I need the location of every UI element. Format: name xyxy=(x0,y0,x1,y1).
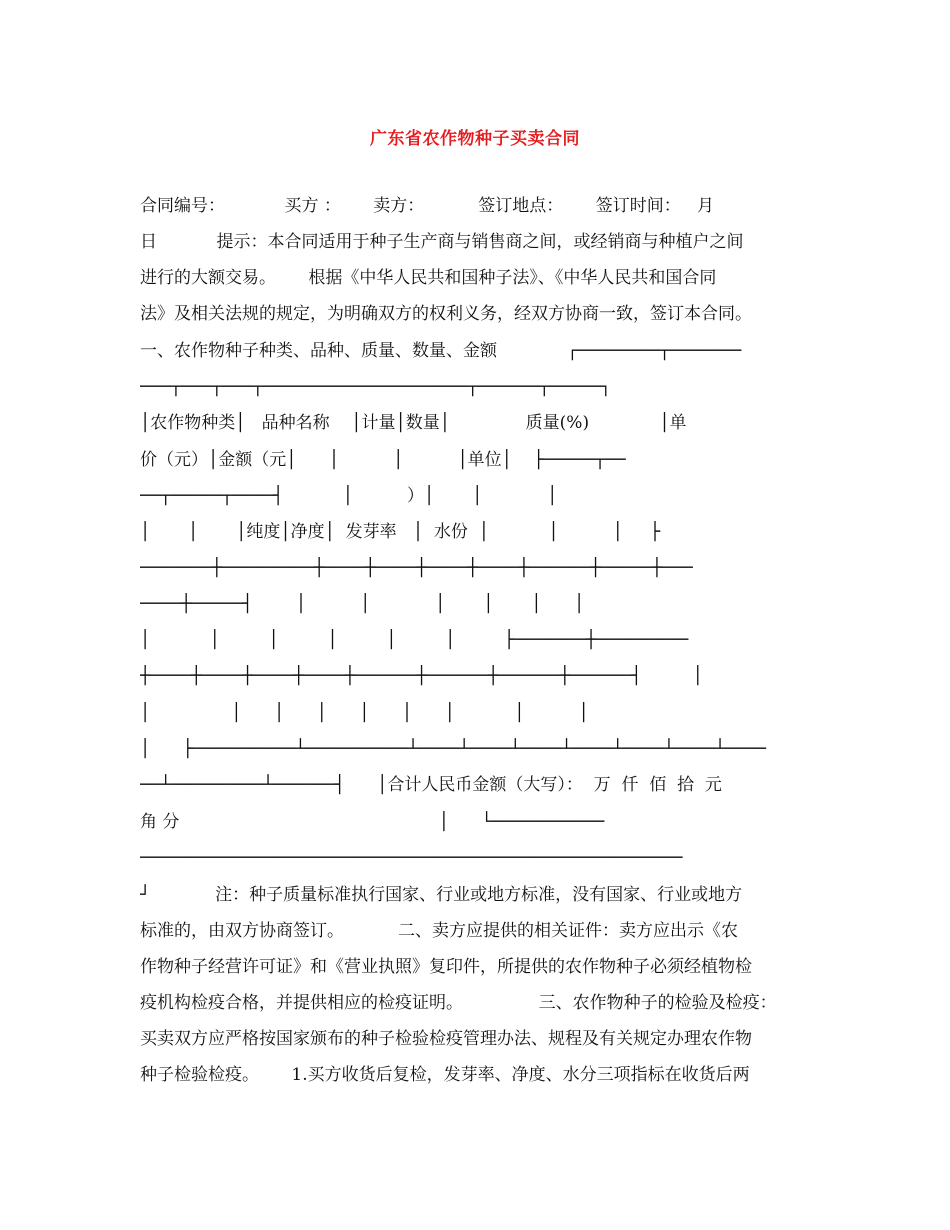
table-border-line: ───┬───┬───┬────────────────────┬──────┬─────┐ xyxy=(140,377,611,397)
table-border-line: ───────┼─────────┼────┼────┼────┼────┼──────┼─────┼─── xyxy=(140,558,693,578)
table-border-line: ───────────────────────────────────────────────────── xyxy=(140,848,683,868)
table-border-line: ┼────┼────┼────┼────┼──────┼──────┼──────┼──────┤ │ xyxy=(140,666,703,686)
document-title: 广东省农作物种子买卖合同 xyxy=(370,129,580,149)
text-line: 买卖双方应严格按国家颁布的种子检验检疫管理办法、规程及有关规定办理农作物 xyxy=(140,1029,752,1049)
text-line: 合同编号： 买方 ： 卖方： 签订地点： 签订时间： 月 xyxy=(140,196,714,216)
table-row-line: │ │ │ │ │ │ │ │ │ xyxy=(140,703,589,723)
text-line: ┘ 注：种子质量标准执行国家、行业或地方标准，没有国家、行业或地方 xyxy=(140,885,743,905)
table-row-line: │ │ │ │ │ │ ├───────┼───────── xyxy=(140,630,689,650)
text-line: 法》及相关法规的规定，为明确双方的权利义务，经双方协商一致，签订本合同。 xyxy=(140,304,752,324)
table-row-line: │ ├──────────┴──────────┴────┴────┴────┴────┴────┴────┴──── xyxy=(140,739,767,759)
table-total-line: 角 分 │ └─────────── xyxy=(140,812,605,832)
table-header-line: │ │ │纯度│净度│ 发芽率 │ 水份 │ │ │ ├ xyxy=(140,522,661,542)
table-header-line: │农作物种类│ 品种名称 │计量│数量│ 质量(%) │单 xyxy=(140,413,687,433)
text-line: 日 提示：本合同适用于种子生产商与销售商之间，或经销商与种植户之间 xyxy=(140,232,744,252)
text-line: 疫机构检疫合格，并提供相应的检疫证明。 三、农作物种子的检验及检疫： xyxy=(140,993,777,1013)
table-row-line: ────┼─────┤ │ │ │ │ │ │ xyxy=(140,594,585,614)
table-header-line: 价（元）│金额（元│ │ │ │单位│ ├─────┬── xyxy=(140,450,626,470)
text-line: 进行的大额交易。 根据《中华人民共和国种子法》、《中华人民共和国合同 xyxy=(140,268,717,288)
table-total-line: ──┴─────────┴──────┤ │合计人民币金额（大写）： 万 仟 佰 拾 元 xyxy=(140,775,722,795)
text-line: 种子检验检疫。 1.买方收货后复检，发芽率、净度、水分三项指标在收货后两 xyxy=(140,1065,750,1085)
text-line: 一、农作物种子种类、品种、质量、数量、金额 ┌────────┬─────── xyxy=(140,341,742,361)
text-line: 标准的，由双方协商签订。 二、卖方应提供的相关证件：卖方应出示《农 xyxy=(140,921,739,941)
table-row-line: ──┬─────┬────┤ │ ）│ │ │ xyxy=(140,486,558,506)
text-line: 作物种子经营许可证》和《营业执照》复印件，所提供的农作物种子必须经植物检 xyxy=(140,957,752,977)
